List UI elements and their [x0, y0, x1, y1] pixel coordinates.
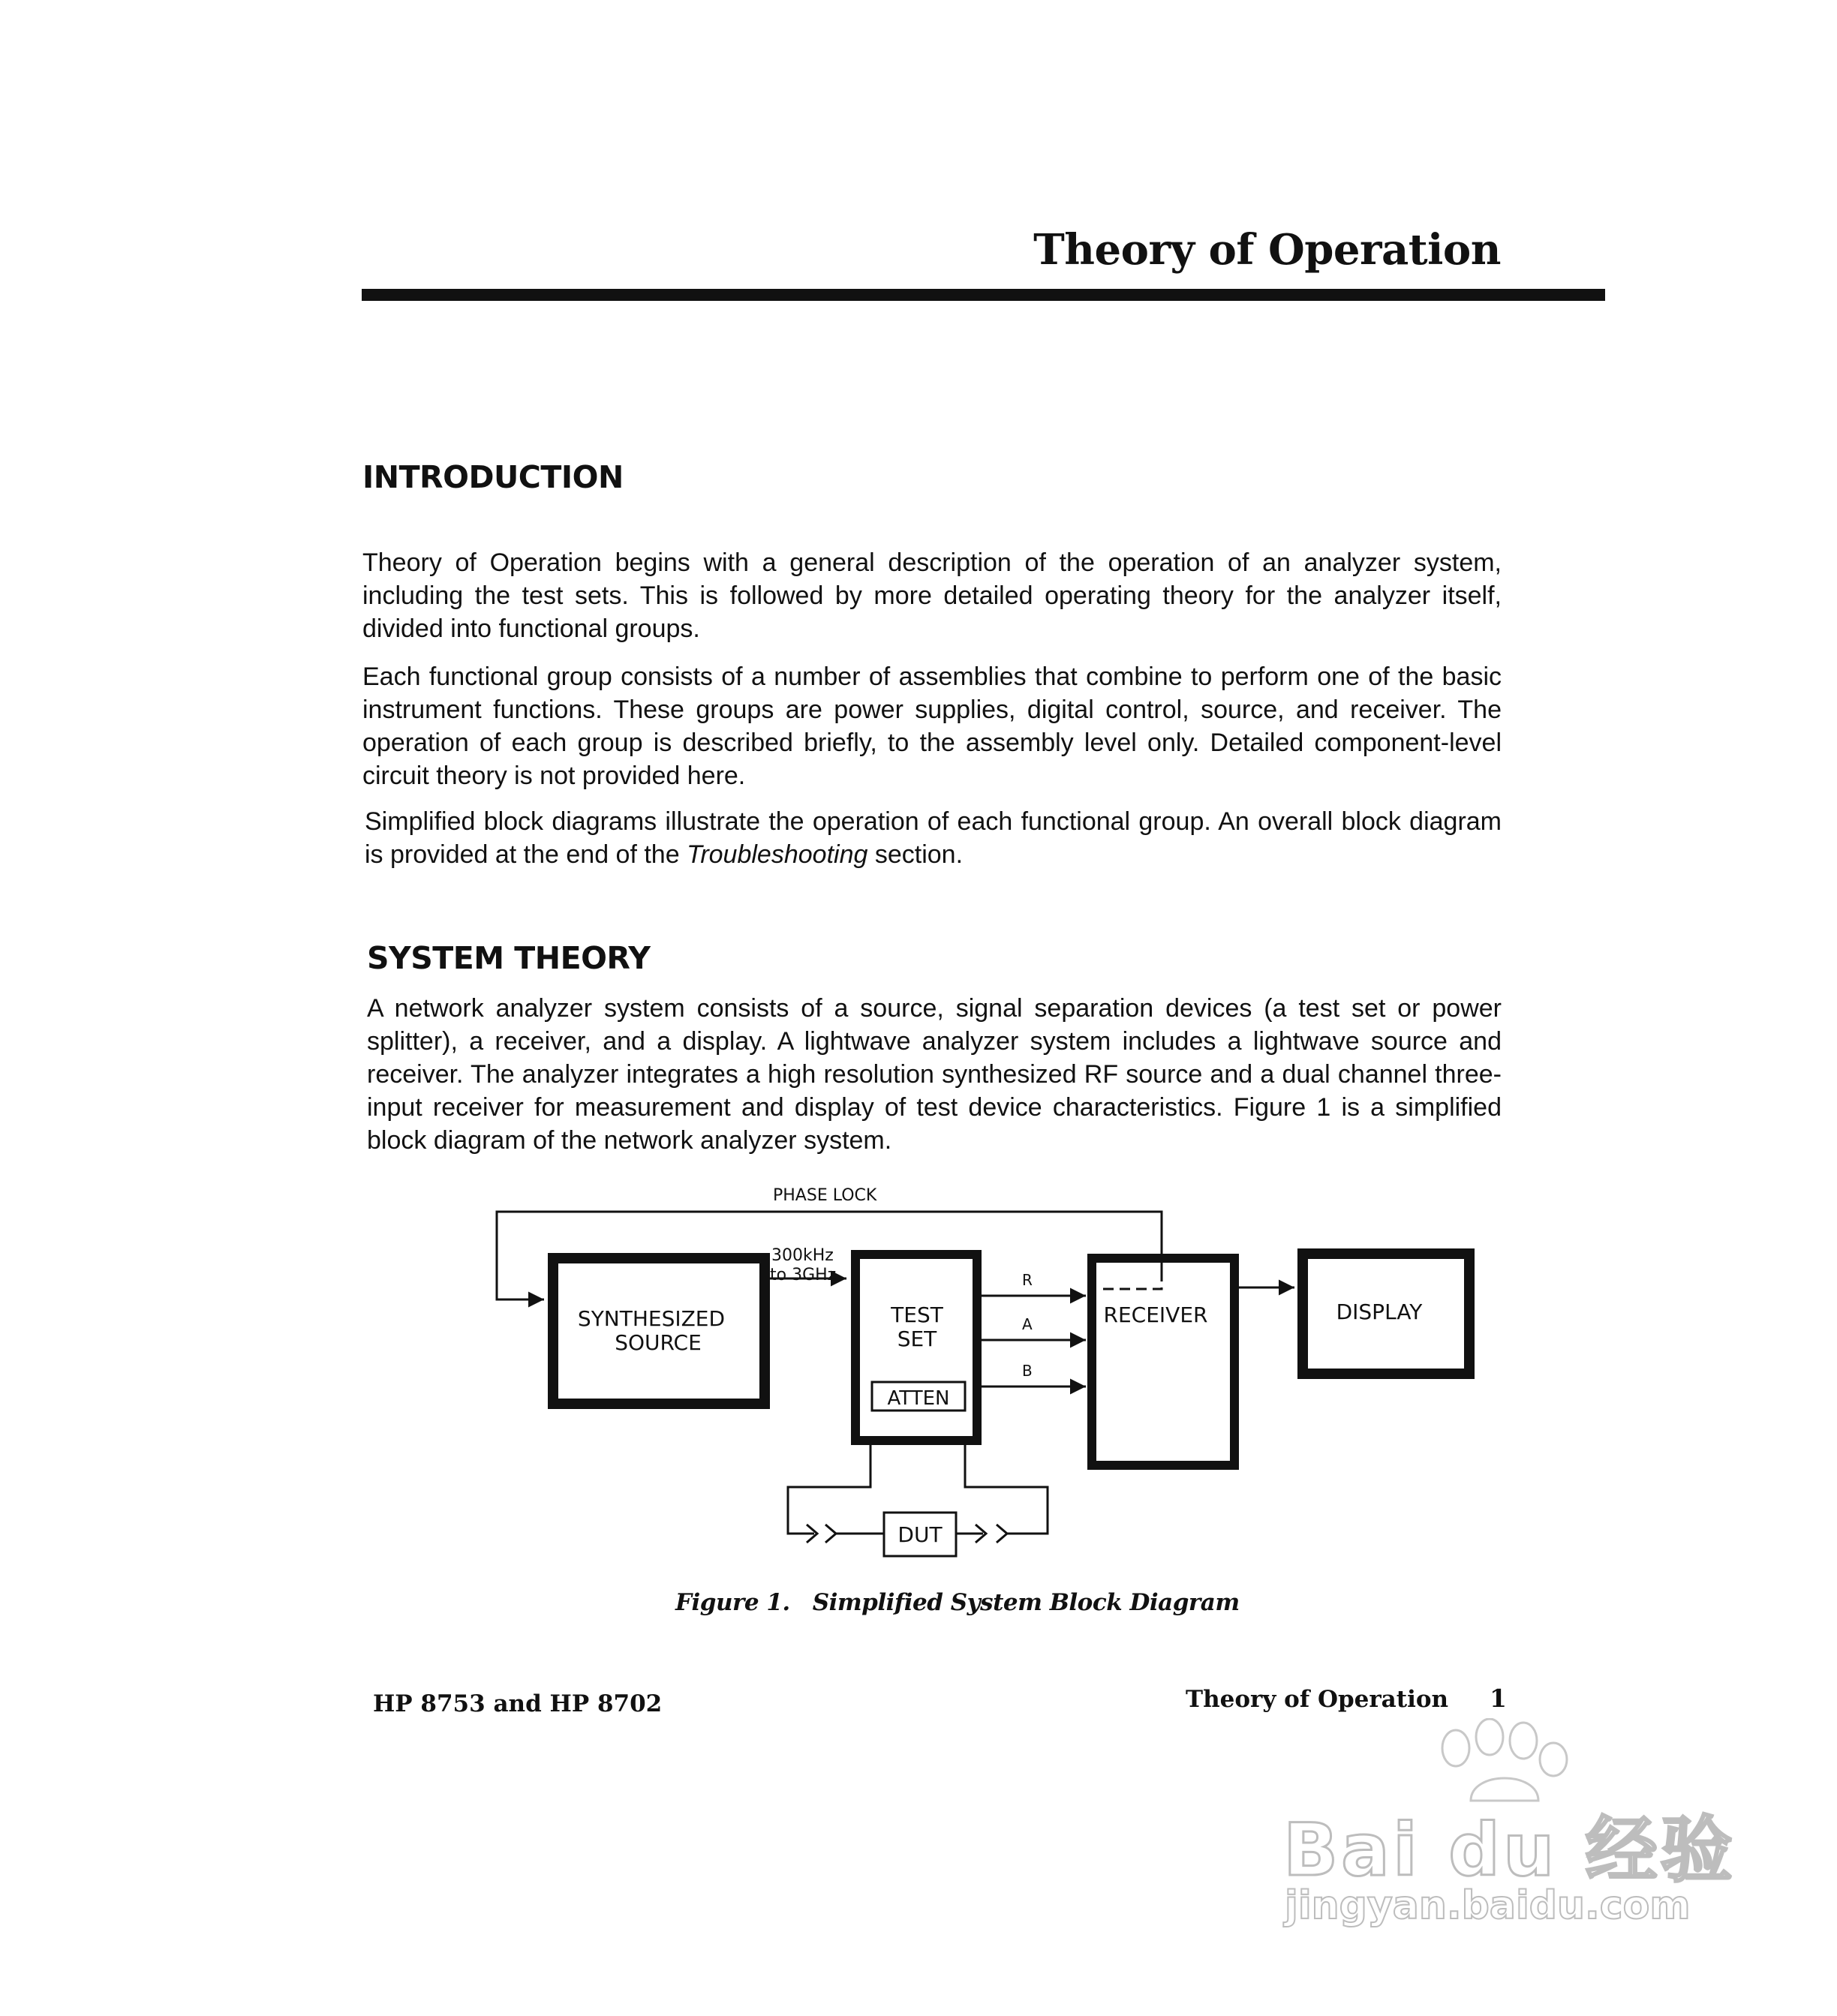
footer-page-number: 1 — [1490, 1684, 1507, 1713]
page-header-title: Theory of Operation — [1033, 225, 1501, 275]
receiver-phase-lock-dashes — [1103, 1275, 1162, 1289]
port-r-label: R — [1022, 1271, 1033, 1289]
frequency-range-label-1: 300kHz — [771, 1246, 834, 1265]
port-a-label: A — [1022, 1315, 1033, 1333]
port-b-label: B — [1022, 1362, 1033, 1380]
figure-title: Simplified System Block Diagram — [812, 1589, 1240, 1616]
receiver-block — [1092, 1258, 1234, 1465]
intro-paragraph-2: Each functional group consists of a number of assemblies that combine to perform one of the basic instrument functions. These groups are power supplies, digital control, source, and receiver. The operation of each group is described briefly, to the assembly level only. Detailed component-level circuit theory is not provided here. — [362, 662, 1502, 790]
dut-label: DUT — [897, 1522, 943, 1547]
attenuator-block — [872, 1382, 965, 1411]
dut-connections — [788, 1445, 1048, 1543]
test-set-label-2: SET — [897, 1326, 937, 1351]
dut-block — [884, 1513, 956, 1556]
system-theory-paragraph: A network analyzer system consists of a source, signal separation devices (a test set or power splitter), a receiver, and a display. A lightwave analyzer system includes a lightwave source and receiver. The analyzer integrates a high resolution synthesized RF source and a dual channel three-input receiver for measurement and display of test device characteristics. Figure 1 is a simplified block diagram of the network analyzer system. — [367, 994, 1502, 1155]
phase-lock-line — [497, 1212, 1162, 1299]
test-set-label-1: TEST — [891, 1302, 943, 1327]
test-set-block — [855, 1254, 977, 1441]
signal-lines — [982, 1296, 1086, 1387]
intro-paragraph-3 — [365, 805, 1502, 871]
baidu-watermark-url: jingyan.baidu.com — [1285, 1883, 1691, 1928]
system-theory-heading: SYSTEM THEORY — [367, 940, 651, 976]
synthesized-source-label-1: SYNTHESIZED — [577, 1306, 726, 1331]
synthesized-source-label-2: SOURCE — [615, 1330, 702, 1355]
intro-paragraph-3-end: section. — [867, 840, 964, 869]
header-rule — [362, 289, 1605, 301]
frequency-range-label-2: to 3GHz — [770, 1266, 837, 1284]
display-label: DISPLAY — [1336, 1299, 1423, 1324]
display-block — [1303, 1254, 1469, 1374]
phase-lock-label: PHASE LOCK — [773, 1186, 877, 1205]
synthesized-source-block — [553, 1258, 765, 1404]
receiver-label: RECEIVER — [1103, 1302, 1208, 1327]
footer-section: Theory of Operation — [1186, 1686, 1449, 1713]
figure-number: Figure 1. — [675, 1589, 790, 1616]
intro-paragraph-3-text: Simplified block diagrams illustrate the operation of each functional group. An overall block diagram is provided at the end of the — [365, 807, 1502, 869]
baidu-watermark-logo: Bai du 经验 — [1283, 1808, 1736, 1892]
intro-paragraph-1: Theory of Operation begins with a general description of the operation of an analyzer system, including the test sets. This is followed by more detailed operating theory for the analyzer itself, divided into functional groups. — [362, 548, 1502, 643]
attenuator-label: ATTEN — [887, 1387, 950, 1410]
introduction-heading: INTRODUCTION — [362, 459, 624, 495]
footer-model: HP 8753 and HP 8702 — [373, 1690, 663, 1717]
figure-caption — [675, 1589, 1240, 1616]
troubleshooting-reference: Troubleshooting — [687, 840, 868, 869]
